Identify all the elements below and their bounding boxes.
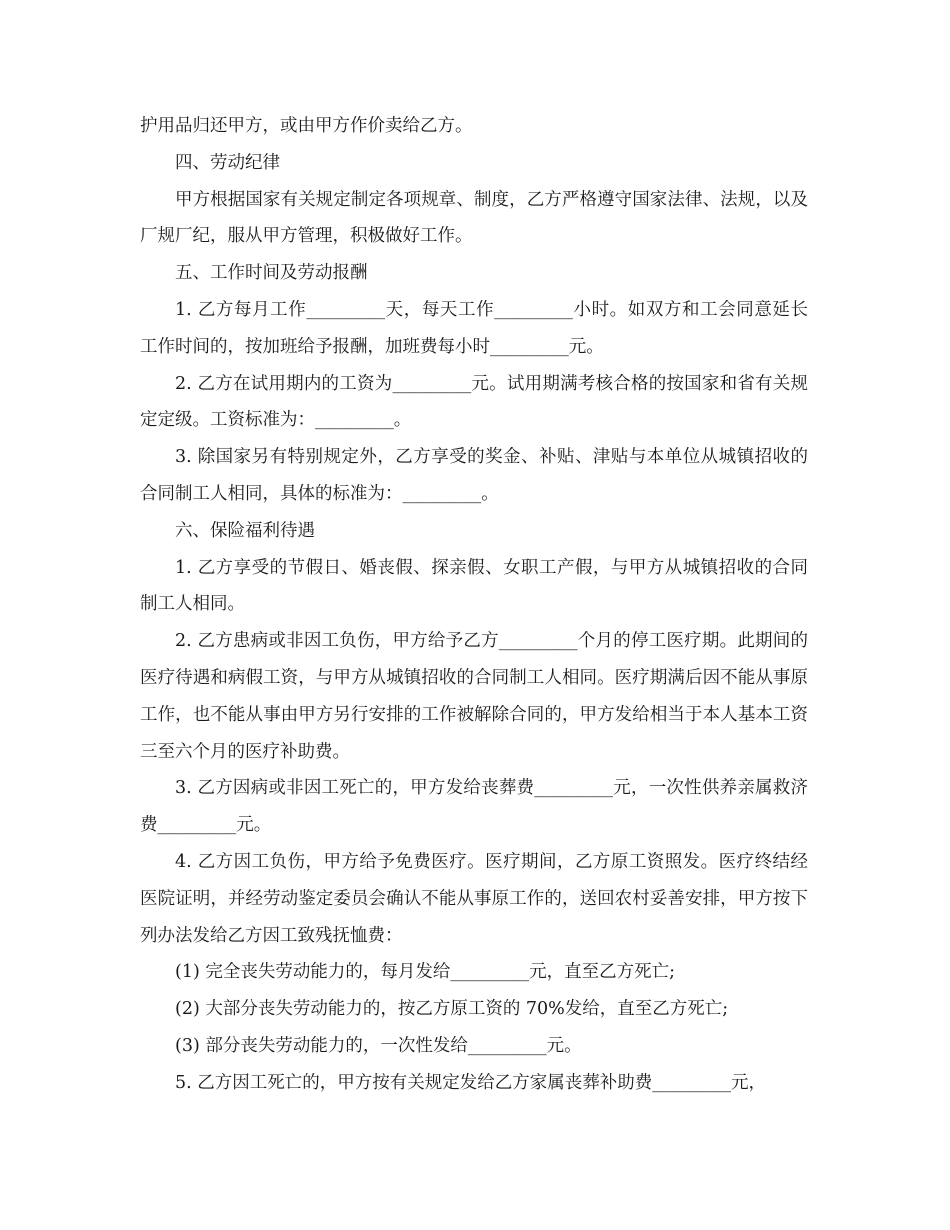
- clause-holidays-leave: 1. 乙方享受的节假日、婚丧假、探亲假、女职工产假，与甲方从城镇招收的合同制工人相同。: [140, 557, 808, 615]
- paragraph-continuation: 护用品归还甲方，或由甲方作价卖给乙方。: [140, 116, 473, 136]
- sub-clause-partial-disability: (3) 部分丧失劳动能力的，一次性发给_________元。: [175, 1035, 582, 1056]
- sub-clause-major-disability: (2) 大部分丧失劳动能力的，按乙方原工资的 70%发给，直至乙方死亡;: [175, 999, 729, 1020]
- clause-probation-wage: 2. 乙方在试用期内的工资为_________元。试用期满考核合格的按国家和省有关规定定级。工资标准为：_________。: [140, 373, 808, 431]
- clause-bonus-allowance: 3. 除国家另有特别规定外，乙方享受的奖金、补贴、津贴与本单位从城镇招收的合同制工人相同，具体的标准为：_________。: [140, 447, 808, 504]
- contract-body: [140, 108, 808, 1102]
- clause-work-hours: 1. 乙方每月工作_________天，每天工作_________小时。如双方和工会同意延长工作时间的，按加班给予报酬，加班费每小时_________元。: [140, 299, 808, 357]
- section-heading-labor-discipline: 四、劳动纪律: [175, 152, 280, 173]
- section-heading-work-hours-pay: 五、工作时间及劳动报酬: [175, 263, 368, 284]
- section-heading-insurance-welfare: 六、保险福利待遇: [175, 520, 315, 541]
- clause-work-death: 5. 乙方因工死亡的，甲方按有关规定发给乙方家属丧葬补助费_________元，: [175, 1072, 767, 1093]
- sub-clause-total-disability: (1) 完全丧失劳动能力的，每月发给_________元，直至乙方死亡;: [175, 962, 675, 983]
- clause-non-work-death: 3. 乙方因病或非因工死亡的，甲方发给丧葬费_________元，一次性供养亲属救济费_________元。: [140, 778, 808, 836]
- paragraph-labor-discipline: 甲方根据国家有关规定制定各项规章、制度，乙方严格遵守国家法律、法规，以及厂规厂纪，服从甲方管理，积极做好工作。: [140, 189, 808, 247]
- clause-sick-leave: 2. 乙方患病或非因工负伤，甲方给予乙方_________个月的停工医疗期。此期间的医疗待遇和病假工资，与甲方从城镇招收的合同制工人相同。医疗期满后因不能从事原工作，也不能从事由甲方另行安排的工作被解除合同的，甲方发给相当于本人基本工资三至六个月的医疗补助费。: [140, 631, 808, 762]
- clause-work-injury: 4. 乙方因工负伤，甲方给予免费医疗。医疗期间，乙方原工资照发。医疗终结经医院证明，并经劳动鉴定委员会确认不能从事原工作的，送回农村妥善安排，甲方按下列办法发给乙方因工致残抚恤费：: [140, 851, 808, 946]
